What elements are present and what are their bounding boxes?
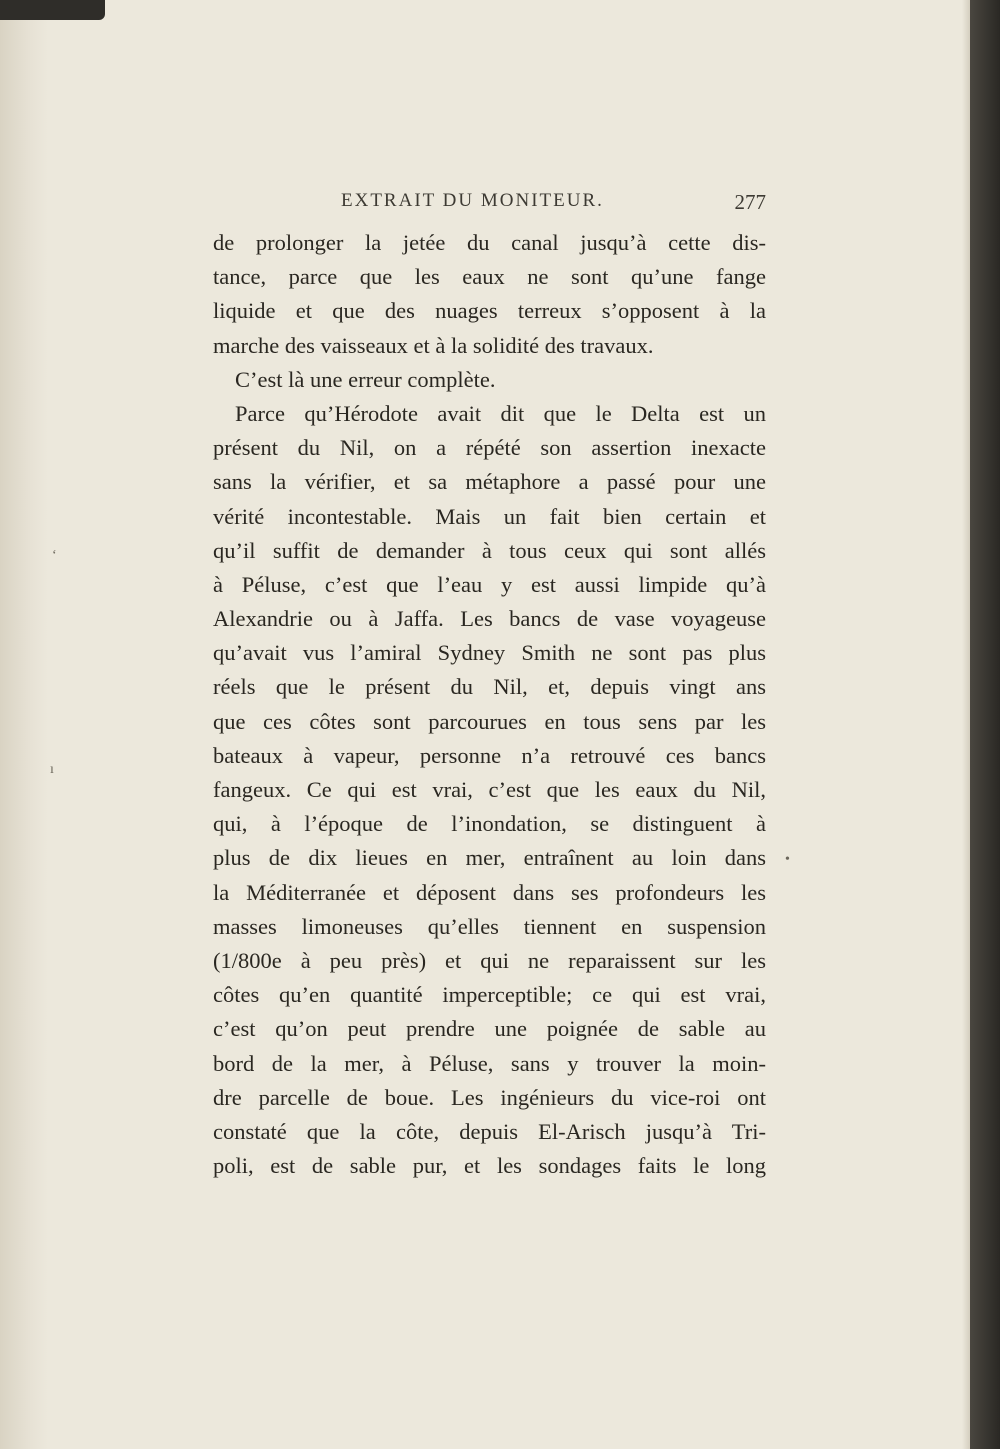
text-line: C’est là une erreur complète.: [235, 366, 496, 392]
text-line: vérité incontestable. Mais un fait bien certain et: [213, 503, 766, 529]
text-line: poli, est de sable pur, et les sondages faits le long: [213, 1153, 766, 1179]
text-line: (1/800e à peu près) et qui ne reparaissent sur les: [213, 947, 766, 973]
text-line: marche des vaisseaux et à la solidité des travaux.: [213, 332, 654, 358]
text-line: liquide et que des nuages terreux s’opposent à la: [213, 298, 766, 324]
text-line: masses limoneuses qu’elles tiennent en suspension: [213, 913, 766, 939]
text-line: bord de la mer, à Péluse, sans y trouver la moin-: [213, 1050, 766, 1076]
text-line: bateaux à vapeur, personne n’a retrouvé ces bancs: [213, 742, 766, 768]
page-right-edge: [962, 0, 970, 1449]
page-header: [213, 190, 766, 220]
page-number: 277: [734, 190, 766, 214]
text-line: de prolonger la jetée du canal jusqu’à cette dis-: [213, 230, 766, 255]
margin-speck: ı: [50, 762, 54, 777]
text-line: sans la vérifier, et sa métaphore a passé pour une: [213, 469, 766, 495]
text-line: la Méditerranée et déposent dans ses profondeurs les: [213, 879, 766, 905]
text-line: à Péluse, c’est que l’eau y est aussi limpide qu’à: [213, 571, 766, 597]
book-spine: [970, 0, 1000, 1449]
text-line: qui, à l’époque de l’inondation, se distinguent à: [213, 811, 766, 837]
text-line: c’est qu’on peut prendre une poignée de sable au: [213, 1016, 766, 1042]
text-line: présent du Nil, on a répété son assertion inexacte: [213, 435, 766, 461]
margin-speck: ʻ: [52, 548, 57, 563]
text-line: fangeux. Ce qui est vrai, c’est que les eaux du Nil,: [213, 777, 766, 802]
text-line: qu’avait vus l’amiral Sydney Smith ne sont pas plus: [213, 640, 766, 666]
body-text: [213, 226, 766, 1183]
text-line: constaté que la côte, depuis El-Arisch jusqu’à Tri-: [213, 1118, 766, 1144]
text-line: Alexandrie ou à Jaffa. Les bancs de vase voyageuse: [213, 606, 766, 632]
text-line: tance, parce que les eaux ne sont qu’une fange: [213, 264, 766, 290]
text-line: Parce qu’Hérodote avait dit que le Delta est un: [235, 400, 766, 426]
text-line: côtes qu’en quantité imperceptible; ce qui est vrai,: [213, 982, 766, 1008]
page-gutter-shadow: [0, 0, 48, 1449]
text-line: plus de dix lieues en mer, entraînent au loin dans: [213, 845, 766, 871]
binding-corner: [0, 0, 105, 20]
text-line: qu’il suffit de demander à tous ceux qui sont allés: [213, 537, 766, 563]
running-title: EXTRAIT DU MONITEUR.: [341, 190, 604, 211]
text-line: réels que le présent du Nil, et, depuis vingt ans: [213, 674, 766, 700]
text-line: que ces côtes sont parcourues en tous sens par les: [213, 708, 766, 734]
text-line: dre parcelle de boue. Les ingénieurs du vice-roi ont: [213, 1084, 766, 1110]
margin-dot: •: [785, 852, 790, 867]
